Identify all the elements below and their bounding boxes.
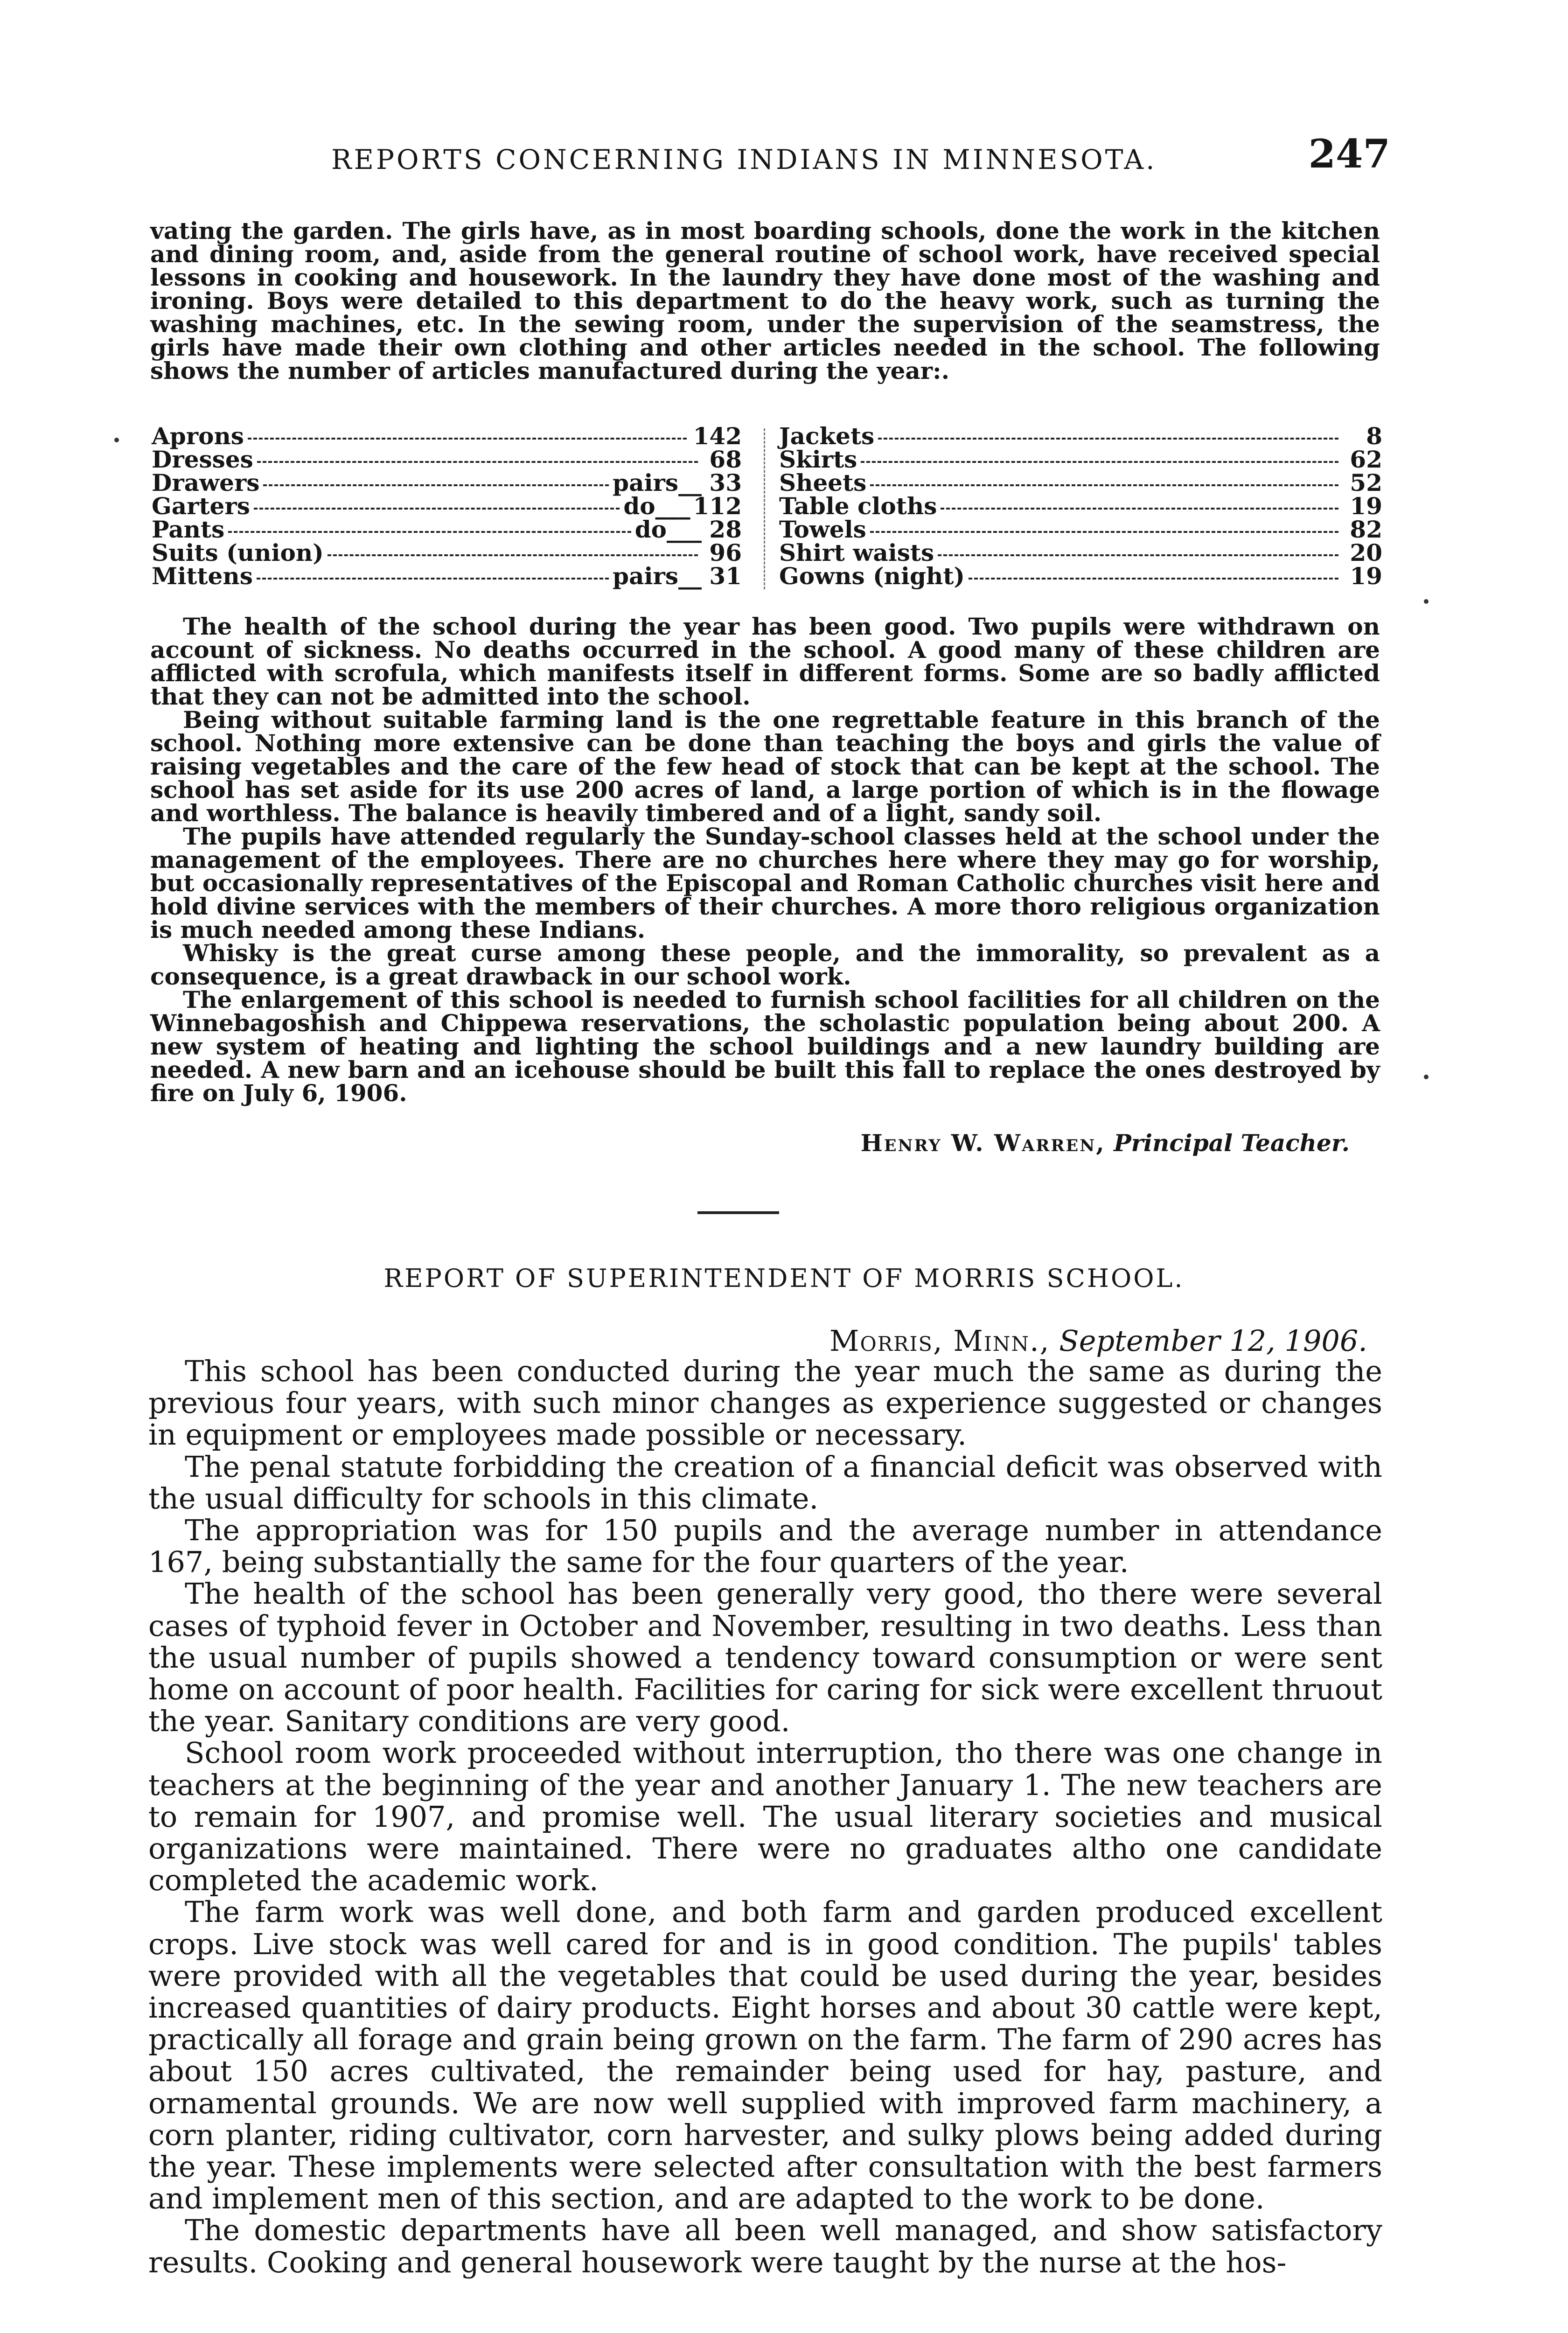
table-row (152, 492, 742, 520)
article-name: Gowns (night) (779, 562, 965, 590)
paragraph: The appropriation was for 150 pupils and the average number in attendance 167, being substantially the same for the four quarters of the year. (148, 1513, 1382, 1579)
dot-leader (870, 531, 1338, 533)
article-name: Table cloths (779, 492, 937, 520)
articles-column-right (779, 422, 1382, 590)
article-unit: do___ (623, 492, 690, 520)
article-count: 82 (1350, 516, 1382, 543)
dot-leader (941, 508, 1338, 510)
dot-leader (969, 578, 1338, 580)
table-row (152, 422, 742, 450)
dot-leader (938, 554, 1338, 556)
article-count: 8 (1366, 422, 1382, 450)
article-name: Jackets (779, 422, 875, 450)
dot-leader (861, 461, 1338, 463)
column-divider (764, 428, 765, 589)
signature-title: Principal Teacher. (1114, 1129, 1350, 1157)
article-name: Towels (779, 516, 866, 543)
article-name: Drawers (152, 469, 260, 496)
dateline-date: September 12, 1906. (1059, 1324, 1367, 1358)
table-row (152, 518, 742, 541)
dot-leader (257, 461, 698, 463)
margin-mark (1424, 599, 1429, 604)
article-count: 112 (693, 492, 742, 520)
article-unit: pairs__ (613, 562, 702, 590)
running-title: REPORTS CONCERNING INDIANS IN MINNESOTA. (331, 144, 1157, 175)
article-count: 142 (693, 422, 742, 450)
article-count: 20 (1350, 539, 1382, 566)
paragraph: The penal statute forbidding the creation of a financial deficit was observed with the usual difficulty for schools in this climate. (148, 1449, 1382, 1516)
dot-leader (257, 578, 609, 580)
margin-mark (1424, 1075, 1429, 1079)
margin-mark (114, 438, 119, 442)
table-row (779, 471, 1382, 495)
dot-leader (328, 554, 698, 556)
article-count: 52 (1350, 469, 1382, 496)
table-row (152, 562, 742, 590)
article-count: 33 (709, 469, 742, 496)
paragraph: vating the garden. The girls have, as in most boarding schools, done the work in the kitchen and dining room, and, aside from the general routine of school work, have received special lessons in cooking and housework. In the laundry they have done most of the washing and ironing. Boys were detailed to this department to do the heavy work, such as turning the washing machines, etc. In the sewing room, under the supervision of the seamstress, the girls have made their own clothing and other articles needed in the school. The following shows the number of articles manufactured during the year:. (150, 217, 1380, 384)
articles-column-left (152, 422, 742, 590)
article-count: 19 (1350, 562, 1382, 590)
paragraph: The domestic departments have all been well managed, and show satisfactory results. Cooking and general housework were taught by the nurse at the hos- (148, 2213, 1382, 2279)
page-number: 247 (1308, 131, 1390, 177)
intro-text (150, 219, 1380, 383)
article-unit: pairs__ (613, 469, 702, 496)
table-row (779, 422, 1382, 450)
article-count: 68 (709, 446, 742, 473)
paragraph: The enlargement of this school is needed to furnish school facilities for all children on the Winnebagoshish and Chippewa reservations, the scholastic population being about 200. A new system of heating and lighting the school buildings and a new laundry building are needed. A new barn and an icehouse should be built this fall to replace the ones destroyed by fire on July 6, 1906. (150, 986, 1380, 1107)
table-row (152, 471, 742, 495)
article-unit: do___ (634, 516, 702, 543)
dateline-place: Morris, Minn., (829, 1324, 1050, 1358)
article-name: Mittens (152, 562, 253, 590)
article-name: Aprons (152, 422, 244, 450)
article-name: Pants (152, 516, 225, 543)
paragraph: The farm work was well done, and both farm and garden produced excellent crops. Live stock was well cared for and is in good condition. The pupils' tables were provided with all the vegetables that could be used during the year, besides increased quantities of dairy products. Eight horses and about 30 cattle were kept, practically all forage and grain being grown on the farm. The farm of 290 acres has about 150 acres cultivated, the remainder being used for hay, pasture, and ornamental grounds. We are now well supplied with improved farm machinery, a corn planter, riding cultivator, corn harvester, and sulky plows being added during the year. These implements were selected after consultation with the best farmers and implement men of this section, and are adapted to the work to be done. (148, 1895, 1382, 2216)
signature-name: Henry W. Warren, (860, 1129, 1106, 1157)
table-row (152, 448, 742, 471)
dot-leader (248, 438, 687, 440)
table-row (779, 448, 1382, 471)
paragraph: School room work proceeded without interruption, tho there was one change in teachers at the beginning of the year and another January 1. The new teachers are to remain for 1907, and promise well. The usual literary societies and musical organizations were maintained. There were no graduates altho one candidate completed the academic work. (148, 1736, 1382, 1898)
article-count: 28 (709, 516, 742, 543)
table-row (152, 541, 742, 565)
article-count: 19 (1350, 492, 1382, 520)
article-count: 96 (709, 539, 742, 566)
article-name: Sheets (779, 469, 867, 496)
school-report-text (150, 615, 1380, 1105)
article-name: Dresses (152, 446, 253, 473)
table-row (779, 492, 1382, 520)
article-name: Garters (152, 492, 250, 520)
table-row (779, 541, 1382, 565)
section-title: REPORT OF SUPERINTENDENT OF MORRIS SCHOOL. (383, 1264, 1185, 1293)
paragraph: The pupils have attended regularly the Sunday-school classes held at the school under the management of the employees. There are no churches here where they may go for worship, but occasionally representatives of the Episcopal and Roman Catholic churches visit here and hold divine services with the members of their churches. A more thoro religious organization is much needed among these Indians. (150, 823, 1380, 943)
dot-leader (263, 484, 609, 486)
section-divider (697, 1211, 779, 1214)
dateline (829, 1324, 1367, 1358)
table-row (779, 562, 1382, 590)
dot-leader (878, 438, 1338, 440)
paragraph: Being without suitable farming land is the one regrettable feature in this branch of the school. Nothing more extensive can be done than teaching the boys and girls the value of raising vegetables and the care of the few head of stock that can be kept at the school. The school has set aside for its use 200 acres of land, a large portion of which is in the flowage and worthless. The balance is heavily timbered and of a light, sandy soil. (150, 706, 1380, 827)
dot-leader (254, 508, 620, 510)
article-name: Shirt waists (779, 539, 934, 566)
paragraph: The health of the school has been generally very good, tho there were several cases of typhoid fever in October and November, resulting in two deaths. Less than the usual number of pupils showed a tendency toward consumption or were sent home on account of poor health. Facilities for caring for sick were excellent thruout the year. Sanitary conditions are very good. (148, 1577, 1382, 1739)
article-name: Suits (union) (152, 539, 324, 566)
page-header (149, 131, 1390, 182)
article-count: 62 (1350, 446, 1382, 473)
paragraph: The health of the school during the year has been good. Two pupils were withdrawn on account of sickness. No deaths occurred in the school. A good many of these children are afflicted with scrofula, which manifests itself in different forms. Some are so badly afflicted that they can not be admitted into the school. (150, 613, 1380, 710)
paragraph: This school has been conducted during the year much the same as during the previous four years, with such minor changes as experience suggested or changes in equipment or employees made possible or necessary. (148, 1354, 1382, 1452)
dot-leader (870, 484, 1338, 486)
article-name: Skirts (779, 446, 857, 473)
signature (861, 1129, 1350, 1157)
paragraph: Whisky is the great curse among these people, and the immorality, so prevalent as a consequence, is a great drawback in our school work. (150, 939, 1380, 990)
articles-manufactured-table (152, 422, 1382, 593)
article-count: 31 (709, 562, 742, 590)
morris-report-text (148, 1355, 1382, 2278)
table-row (779, 518, 1382, 541)
dot-leader (228, 531, 631, 533)
